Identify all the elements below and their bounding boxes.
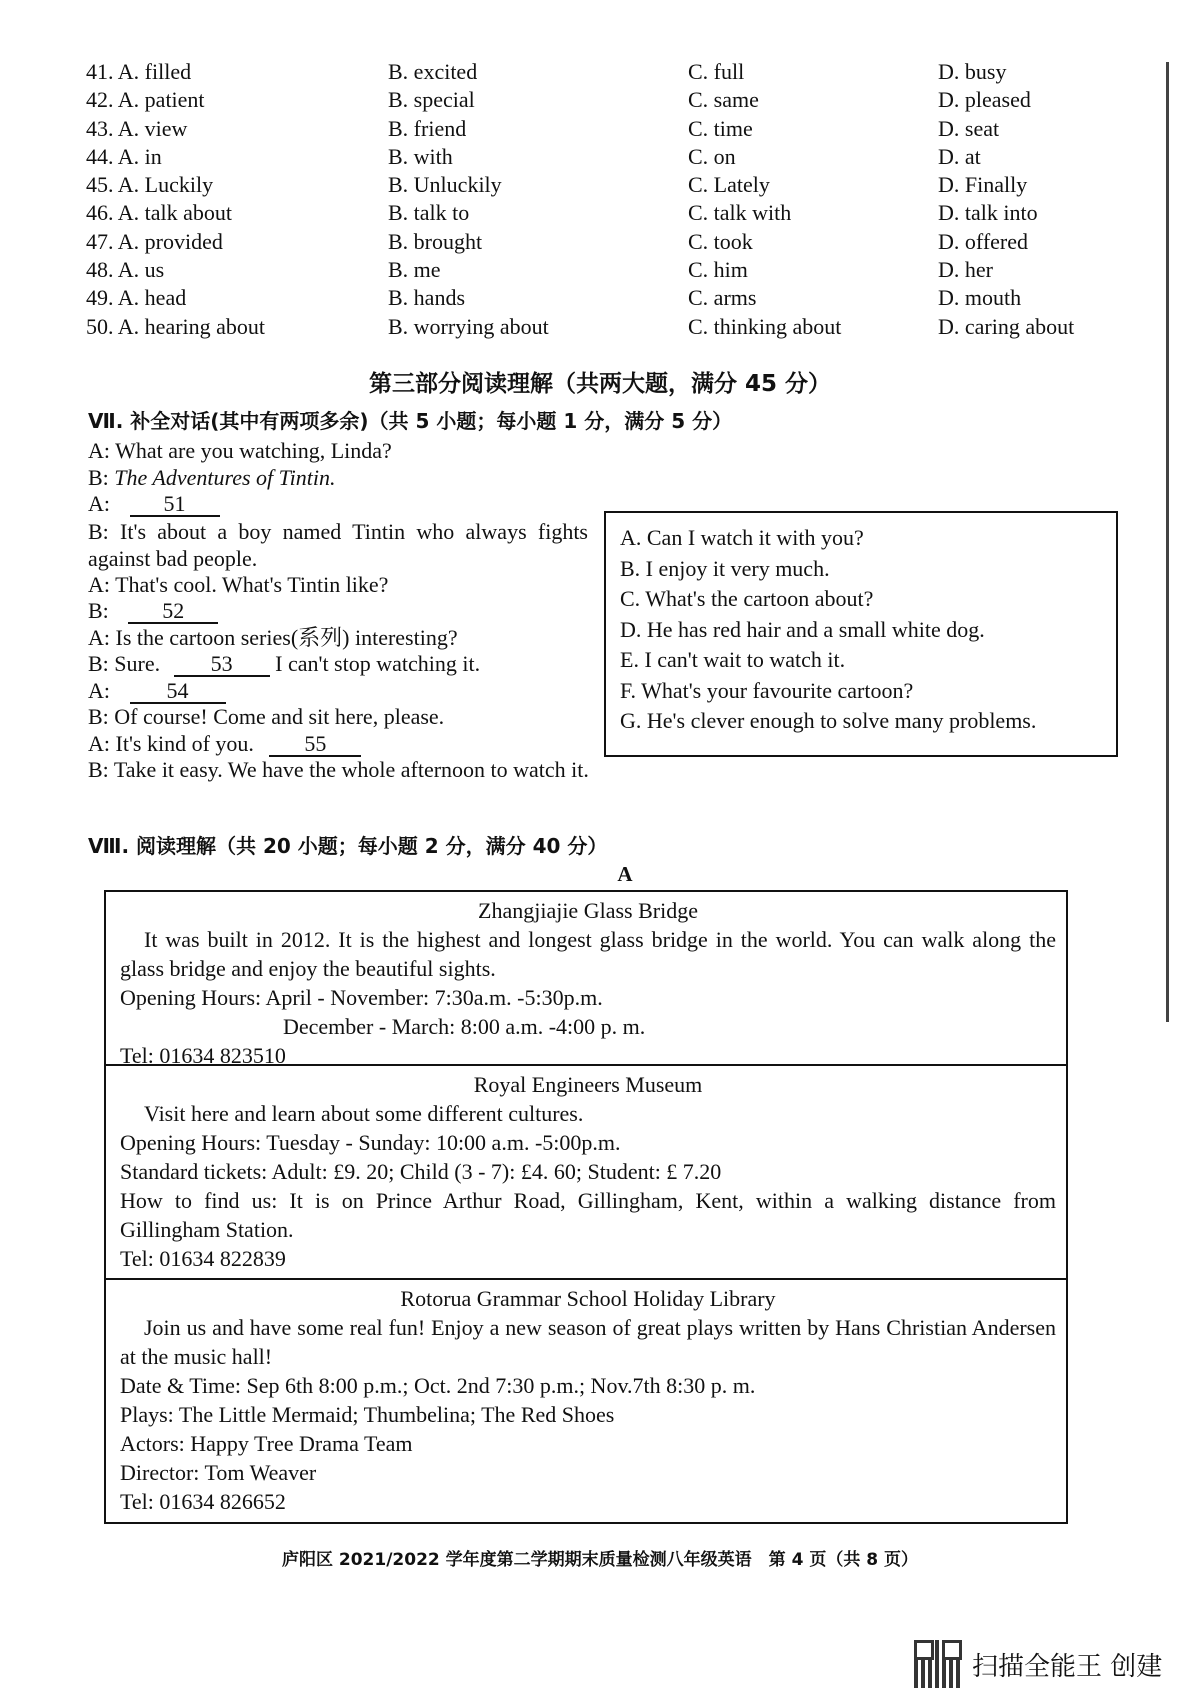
blank-55: 55 bbox=[269, 733, 361, 757]
option-row-42 bbox=[86, 86, 1126, 114]
dialogue bbox=[88, 438, 588, 784]
passage-letter: A bbox=[617, 862, 633, 886]
option: D. busy bbox=[938, 59, 1007, 84]
notice-actors: Actors: Happy Tree Drama Team bbox=[120, 1431, 413, 1456]
notice-intro: Visit here and learn about some different cultures. bbox=[144, 1101, 584, 1126]
option: D. pleased bbox=[938, 87, 1031, 113]
option: 49. A. head bbox=[86, 285, 187, 311]
blank-52: 52 bbox=[128, 600, 218, 624]
notice-plays: Plays: The Little Mermaid; Thumbelina; The Red Shoes bbox=[120, 1402, 615, 1427]
choice-g: G. He's clever enough to solve many problems. bbox=[620, 708, 1037, 733]
section8-heading: Ⅷ. 阅读理解（共 20 小题；每小题 2 分，满分 40 分） bbox=[88, 834, 608, 858]
option: B. brought bbox=[388, 228, 483, 254]
option: B. worrying about bbox=[388, 313, 549, 339]
speaker: B: bbox=[88, 598, 115, 623]
dialogue-line: A: Is the cartoon series(系列) interesting? bbox=[88, 624, 458, 650]
speaker: A: bbox=[88, 677, 116, 703]
dialogue-line: A: That's cool. What's Tintin like? bbox=[88, 571, 389, 597]
option: D. mouth bbox=[938, 285, 1022, 311]
option-row-48 bbox=[86, 256, 1126, 284]
dialogue-text: I can't stop watching it. bbox=[269, 651, 481, 676]
choice-f: F. What's your favourite cartoon? bbox=[620, 677, 914, 703]
option: 45. A. Luckily bbox=[86, 172, 214, 198]
choice-a: A. Can I watch it with you? bbox=[620, 525, 864, 550]
option: B. friend bbox=[388, 115, 467, 141]
option: C. arms bbox=[688, 285, 757, 311]
notice-tel: Tel: 01634 823510 bbox=[120, 1043, 286, 1068]
option: B. Unluckily bbox=[388, 172, 502, 198]
notice-title: Zhangjiajie Glass Bridge bbox=[478, 898, 698, 923]
blank-51: 51 bbox=[130, 493, 220, 517]
part-title: 第三部分阅读理解（共两大题，满分 45 分） bbox=[368, 371, 832, 397]
option: B. hands bbox=[388, 285, 465, 311]
notice-directions: How to find us: It is on Prince Arthur Road, Gillingham, Kent, within a walking distance from Gillingham Station. bbox=[120, 1188, 1056, 1242]
option: 41. A. filled bbox=[86, 59, 192, 84]
notice-tel: Tel: 01634 826652 bbox=[120, 1489, 286, 1514]
option: C. Lately bbox=[688, 172, 770, 198]
option: 50. A. hearing about bbox=[86, 313, 266, 339]
option-row-46 bbox=[86, 199, 1126, 227]
option: C. same bbox=[688, 87, 759, 113]
option-row-41 bbox=[86, 58, 1126, 86]
option-row-44 bbox=[86, 143, 1126, 171]
notice-glass-bridge bbox=[104, 890, 1068, 1066]
option: B. me bbox=[388, 257, 441, 283]
option: B. with bbox=[388, 143, 453, 169]
section7-heading: Ⅶ. 补全对话(其中有两项多余)（共 5 小题；每小题 1 分，满分 5 分） bbox=[88, 409, 733, 433]
dialogue-line bbox=[88, 598, 588, 625]
option: C. him bbox=[688, 257, 748, 283]
option: 48. A. us bbox=[86, 257, 165, 283]
option: C. talk with bbox=[688, 200, 792, 226]
notice-title: Royal Engineers Museum bbox=[473, 1072, 703, 1097]
option: B. talk to bbox=[388, 200, 470, 226]
option-row-50 bbox=[86, 313, 1126, 341]
option-row-45 bbox=[86, 171, 1126, 199]
notice-hours: Opening Hours: Tuesday - Sunday: 10:00 a.m. -5:00p.m. bbox=[120, 1130, 621, 1155]
speaker: A: bbox=[88, 491, 116, 516]
blank-54: 54 bbox=[130, 680, 226, 704]
choice-b: B. I enjoy it very much. bbox=[620, 555, 830, 581]
notice-intro: It was built in 2012. It is the highest and longest glass bridge in the world. You can walk along the glass bridge and enjoy the beautiful sights. bbox=[120, 927, 1056, 981]
choice-c: C. What's the cartoon about? bbox=[620, 586, 874, 611]
option: 47. A. provided bbox=[86, 228, 223, 254]
watermark-text: 扫描全能王 创建 bbox=[972, 1651, 1163, 1682]
option: C. full bbox=[688, 59, 745, 84]
option: D. caring about bbox=[938, 313, 1075, 339]
notice-engineers-museum bbox=[104, 1064, 1068, 1280]
scanner-watermark bbox=[914, 1641, 1162, 1687]
dialogue-line bbox=[88, 731, 588, 758]
speaker: A: It's kind of you. bbox=[88, 730, 260, 756]
speaker: B: bbox=[88, 464, 115, 490]
cartoon-title: The Adventures of Tintin. bbox=[114, 464, 336, 490]
dialogue-choices-box bbox=[604, 511, 1118, 757]
dialogue-line: B: Take it easy. We have the whole afternoon to watch it. bbox=[88, 757, 589, 782]
notice-director: Director: Tom Weaver bbox=[120, 1460, 317, 1485]
choice-e: E. I can't wait to watch it. bbox=[620, 647, 846, 672]
option: D. her bbox=[938, 257, 993, 283]
option: C. on bbox=[688, 143, 736, 169]
option: B. special bbox=[388, 87, 475, 113]
option: D. seat bbox=[938, 115, 1000, 141]
option: C. took bbox=[688, 228, 753, 254]
dialogue-line bbox=[88, 465, 588, 492]
notice-intro: Join us and have some real fun! Enjoy a new season of great plays written by Hans Christian Andersen at the music hall! bbox=[120, 1315, 1056, 1369]
option-row-43 bbox=[86, 115, 1126, 143]
option: D. at bbox=[938, 143, 981, 169]
qr-code-icon bbox=[914, 1640, 962, 1688]
dialogue-line bbox=[88, 678, 588, 705]
page-footer: 庐阳区 2021/2022 学年度第二学期期末质量检测八年级英语 第 4 页（共 8 页） bbox=[281, 1550, 918, 1570]
option-row-47 bbox=[86, 228, 1126, 256]
blank-53: 53 bbox=[174, 653, 270, 677]
speaker: B: Sure. bbox=[88, 651, 166, 676]
option: D. offered bbox=[938, 228, 1028, 254]
option: C. time bbox=[688, 115, 753, 141]
option: D. Finally bbox=[938, 172, 1028, 198]
option: 42. A. patient bbox=[86, 87, 205, 113]
option: 43. A. view bbox=[86, 115, 188, 141]
dialogue-line: B: Of course! Come and sit here, please. bbox=[88, 704, 445, 729]
cloze-options bbox=[86, 58, 1126, 341]
option-row-49 bbox=[86, 284, 1126, 312]
option: D. talk into bbox=[938, 200, 1038, 226]
option: C. thinking about bbox=[688, 313, 842, 339]
notice-datetime: Date & Time: Sep 6th 8:00 p.m.; Oct. 2nd 7:30 p.m.; Nov.7th 8:30 p. m. bbox=[120, 1373, 756, 1398]
notice-hours: December - March: 8:00 a.m. -4:00 p. m. bbox=[283, 1014, 646, 1039]
choice-d: D. He has red hair and a small white dog. bbox=[620, 616, 985, 642]
dialogue-line: A: What are you watching, Linda? bbox=[88, 438, 392, 463]
notice-title: Rotorua Grammar School Holiday Library bbox=[400, 1286, 776, 1311]
dialogue-line bbox=[88, 651, 588, 678]
notice-tel: Tel: 01634 822839 bbox=[120, 1246, 286, 1271]
option: B. excited bbox=[388, 59, 478, 84]
notice-tickets: Standard tickets: Adult: £9. 20; Child (3 - 7): £4. 60; Student: £ 7.20 bbox=[120, 1159, 722, 1184]
option: 44. A. in bbox=[86, 143, 162, 169]
dialogue-line bbox=[88, 491, 588, 518]
notice-hours: Opening Hours: April - November: 7:30a.m. -5:30p.m. bbox=[120, 985, 603, 1010]
option: 46. A. talk about bbox=[86, 200, 233, 226]
dialogue-line: B: It's about a boy named Tintin who always fights against bad people. bbox=[88, 518, 588, 571]
notice-holiday-library bbox=[104, 1278, 1068, 1524]
